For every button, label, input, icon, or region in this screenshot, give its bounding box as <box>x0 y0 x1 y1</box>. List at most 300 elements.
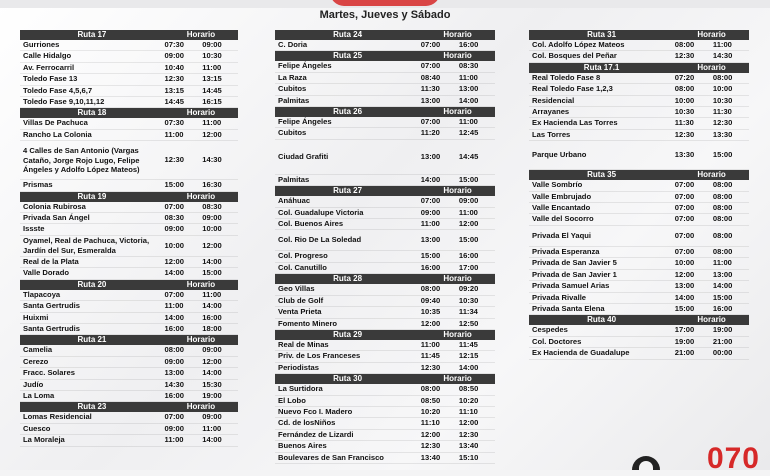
location-name: Venta Prieta <box>278 307 322 317</box>
end-time: 16:00 <box>458 40 479 49</box>
end-time: 10:30 <box>712 95 733 105</box>
end-time: 11:00 <box>202 118 222 128</box>
location-name: Real de Minas <box>278 339 329 349</box>
start-time: 10:35 <box>420 307 441 317</box>
schedule-row <box>529 40 749 51</box>
schedule-row <box>20 424 238 435</box>
horario-label: Horario <box>186 279 216 289</box>
start-time: 07:00 <box>674 180 695 190</box>
location-name: Col. Buenos Aires <box>278 219 344 229</box>
route-name: Ruta 29 <box>333 329 363 339</box>
start-time: 10:30 <box>674 107 695 117</box>
end-time: 12:00 <box>458 418 479 428</box>
horario-label: Horario <box>443 329 472 339</box>
end-time: 09:00 <box>202 412 222 422</box>
end-time: 09:00 <box>458 196 479 206</box>
start-time: 19:00 <box>674 336 695 346</box>
start-time: 07:00 <box>420 61 441 71</box>
end-time: 11:00 <box>202 62 222 72</box>
start-time: 07:30 <box>164 118 184 128</box>
horario-label: Horario <box>443 186 472 196</box>
start-time: 08:30 <box>164 213 184 223</box>
route-table <box>529 30 749 63</box>
end-time: 12:00 <box>202 240 222 250</box>
route-header <box>20 108 238 118</box>
start-time: 12:30 <box>420 362 441 372</box>
location-name: Valle Dorado <box>23 268 69 278</box>
schedule-row <box>20 86 238 97</box>
location-name: Anáhuac <box>278 196 311 206</box>
schedule-row <box>275 430 495 441</box>
end-time: 14:00 <box>202 435 222 445</box>
location-name: Fernández de Lizardi <box>278 429 354 439</box>
schedule-row <box>20 118 238 129</box>
schedule-row <box>529 293 749 304</box>
schedule-row <box>20 130 238 141</box>
start-time: 11:10 <box>420 418 440 428</box>
end-time: 08:00 <box>712 246 733 256</box>
route-table <box>529 63 749 170</box>
start-time: 11:30 <box>674 118 694 128</box>
start-time: 09:00 <box>164 224 184 234</box>
schedule-row <box>275 418 495 429</box>
route-name: Ruta 17 <box>77 30 107 39</box>
start-time: 12:30 <box>674 129 695 139</box>
location-name: La Moraleja <box>23 435 65 445</box>
location-name: Toledo Fase 4,5,6,7 <box>23 85 93 95</box>
start-time: 13:00 <box>420 235 441 245</box>
schedule-row <box>20 435 238 446</box>
start-time: 11:30 <box>420 84 440 94</box>
start-time: 07:00 <box>674 203 695 213</box>
end-time: 13:30 <box>712 129 733 139</box>
end-time: 11:34 <box>458 307 478 317</box>
horario-label: Horario <box>186 191 216 201</box>
start-time: 11:45 <box>420 351 440 361</box>
end-time: 14:30 <box>202 155 222 165</box>
location-name: Periodistas <box>278 362 319 372</box>
horario-label: Horario <box>186 402 216 412</box>
schedule-row <box>20 74 238 85</box>
schedule-row <box>275 251 495 262</box>
location-name: Ex Hacienda Las Torres <box>532 118 618 128</box>
schedule-column-2 <box>275 30 495 464</box>
start-time: 16:00 <box>420 262 441 272</box>
location-name: Privada Samuel Arias <box>532 281 610 291</box>
schedule-row <box>275 407 495 418</box>
schedule-row <box>529 141 749 170</box>
start-time: 07:00 <box>674 214 695 224</box>
location-name: Buenos Aires <box>278 441 327 451</box>
schedule-row <box>20 380 238 391</box>
schedule-row <box>275 296 495 307</box>
schedule-row <box>529 226 749 247</box>
location-name: Col. Bosques del Peñar <box>532 51 617 61</box>
start-time: 12:00 <box>674 269 695 279</box>
start-time: 08:00 <box>420 284 441 294</box>
start-time: 07:20 <box>674 72 695 82</box>
start-time: 09:40 <box>420 295 441 305</box>
schedule-row <box>529 281 749 292</box>
schedule-row <box>20 268 238 279</box>
horario-label: Horario <box>186 108 216 118</box>
start-time: 07:00 <box>164 201 184 211</box>
schedule-row <box>529 203 749 214</box>
schedule-row <box>529 348 749 359</box>
horario-label: Horario <box>697 62 726 72</box>
end-time: 14:00 <box>712 281 733 291</box>
logo-shape <box>330 0 440 6</box>
location-name: Club de Golf <box>278 295 324 305</box>
end-time: 21:00 <box>712 336 733 346</box>
schedule-row <box>529 337 749 348</box>
route-name: Ruta 18 <box>77 108 107 118</box>
location-name: Lomas Residencial <box>23 412 92 422</box>
start-time: 11:00 <box>164 129 184 139</box>
location-name: La Surtidora <box>278 384 323 394</box>
end-time: 15:00 <box>712 292 733 302</box>
route-name: Ruta 40 <box>587 315 617 325</box>
location-name: Privada Santa Elena <box>532 303 605 313</box>
schedule-row <box>275 84 495 95</box>
route-table <box>275 274 495 330</box>
location-name: Las Torres <box>532 129 571 139</box>
schedule-row <box>20 202 238 213</box>
route-header <box>20 402 238 412</box>
location-name: Geo Villas <box>278 284 315 294</box>
start-time: 07:00 <box>420 196 441 206</box>
end-time: 15:10 <box>458 452 479 462</box>
end-time: 19:00 <box>202 390 222 400</box>
location-name: Felipe Ángeles <box>278 117 332 127</box>
route-header <box>20 192 238 202</box>
end-time: 11:00 <box>458 117 478 127</box>
location-name: Col. Doctores <box>532 336 582 346</box>
end-time: 08:00 <box>712 72 733 82</box>
schedule-row <box>275 208 495 219</box>
location-name: Cubitos <box>278 128 307 138</box>
start-time: 10:00 <box>674 95 695 105</box>
location-name: Gurriones <box>23 40 60 49</box>
start-time: 11:00 <box>420 219 440 229</box>
schedule-row <box>20 357 238 368</box>
location-name: Priv. de Los Franceses <box>278 351 361 361</box>
horario-label: Horario <box>443 107 472 117</box>
end-time: 19:00 <box>712 325 733 335</box>
start-time: 09:00 <box>164 356 184 366</box>
start-time: 17:00 <box>674 325 695 335</box>
schedule-row <box>20 141 238 180</box>
location-name: Prismas <box>23 180 53 190</box>
schedule-row <box>275 175 495 186</box>
horario-label: Horario <box>697 315 726 325</box>
end-time: 09:20 <box>458 284 479 294</box>
route-header <box>529 170 749 180</box>
location-name: Privada Esperanza <box>532 246 600 256</box>
location-name: Cuesco <box>23 423 51 433</box>
schedule-row <box>275 363 495 374</box>
start-time: 15:00 <box>164 180 184 190</box>
end-time: 08:00 <box>712 203 733 213</box>
horario-label: Horario <box>186 30 216 39</box>
schedule-row <box>529 84 749 95</box>
schedule-row <box>275 96 495 107</box>
schedule-row <box>20 63 238 74</box>
end-time: 16:15 <box>202 97 222 107</box>
route-name: Ruta 21 <box>77 335 107 345</box>
end-time: 09:00 <box>202 213 222 223</box>
location-name: El Lobo <box>278 395 306 405</box>
start-time: 14:00 <box>164 268 184 278</box>
route-table <box>20 192 238 280</box>
location-name: Col. Guadalupe Victoria <box>278 207 364 217</box>
route-name: Ruta 27 <box>333 186 363 196</box>
end-time: 13:00 <box>712 269 733 279</box>
end-time: 12:30 <box>712 118 733 128</box>
schedule-row <box>20 257 238 268</box>
end-time: 11:45 <box>458 339 478 349</box>
end-time: 12:15 <box>458 351 479 361</box>
schedule-row <box>275 441 495 452</box>
route-table <box>529 315 749 359</box>
schedule-row <box>20 180 238 191</box>
location-name: Huixmi <box>23 312 49 322</box>
end-time: 11:00 <box>712 258 732 268</box>
end-time: 16:00 <box>712 303 733 313</box>
location-name: Privada de San Javier 1 <box>532 269 617 279</box>
schedule-row <box>20 236 238 257</box>
start-time: 11:00 <box>164 301 184 311</box>
route-table <box>20 402 238 446</box>
schedule-row <box>275 128 495 139</box>
start-time: 10:40 <box>164 62 184 72</box>
end-time: 14:00 <box>202 256 222 266</box>
location-name: Toledo Fase 9,10,11,12 <box>23 97 105 107</box>
location-name: Tlapacoya <box>23 289 61 299</box>
end-time: 15:30 <box>202 379 222 389</box>
route-name: Ruta 30 <box>333 374 363 384</box>
end-time: 14:45 <box>202 85 222 95</box>
location-name: Privada El Yaqui <box>532 230 591 240</box>
location-name: C. Doria <box>278 40 308 49</box>
start-time: 12:30 <box>164 74 184 84</box>
route-header <box>275 107 495 117</box>
schedule-row <box>275 453 495 464</box>
location-name: Santa Gertrudis <box>23 301 80 311</box>
end-time: 08:50 <box>458 384 479 394</box>
schedule-row <box>20 324 238 335</box>
start-time: 13:30 <box>674 150 695 160</box>
start-time: 09:00 <box>164 51 184 61</box>
start-time: 13:40 <box>420 452 441 462</box>
route-table <box>275 186 495 274</box>
schedule-row <box>275 263 495 274</box>
location-name: Col. Adolfo López Mateos <box>532 40 625 49</box>
end-time: 11:00 <box>202 423 222 433</box>
route-header <box>529 63 749 73</box>
start-time: 07:00 <box>674 246 695 256</box>
end-time: 14:00 <box>202 301 222 311</box>
start-time: 14:00 <box>674 292 695 302</box>
location-name: Residencial <box>532 95 575 105</box>
start-time: 08:00 <box>674 84 695 94</box>
end-time: 13:00 <box>458 84 479 94</box>
start-time: 09:00 <box>420 207 441 217</box>
schedule-row <box>20 290 238 301</box>
page-title: Martes, Jueves y Sábado <box>319 9 451 21</box>
route-name: Ruta 31 <box>587 30 617 39</box>
start-time: 14:00 <box>420 174 441 184</box>
start-time: 07:00 <box>420 117 441 127</box>
schedule-row <box>275 340 495 351</box>
location-name: Oyamel, Real de Pachuca, Victoria, Jardín del Sur, Esmeralda <box>23 236 150 255</box>
end-time: 11:00 <box>458 207 478 217</box>
end-time: 12:50 <box>458 318 479 328</box>
route-header <box>275 30 495 40</box>
start-time: 13:15 <box>164 85 184 95</box>
start-time: 13:00 <box>420 95 441 105</box>
start-time: 16:00 <box>164 323 184 333</box>
horario-label: Horario <box>443 51 472 61</box>
end-time: 15:00 <box>458 235 479 245</box>
end-time: 11:00 <box>202 289 222 299</box>
location-name: Judío <box>23 379 44 389</box>
schedule-row <box>529 247 749 258</box>
route-name: Ruta 23 <box>77 402 107 412</box>
start-time: 12:30 <box>674 51 695 61</box>
location-name: Col. Canutillo <box>278 262 327 272</box>
location-name: Real Toledo Fase 8 <box>532 72 601 82</box>
end-time: 13:40 <box>458 441 479 451</box>
location-name: Cd. de losNiños <box>278 418 336 428</box>
location-name: La Raza <box>278 72 307 82</box>
schedule-row <box>275 351 495 362</box>
end-time: 14:00 <box>202 368 222 378</box>
schedule-row <box>529 130 749 141</box>
schedule-row <box>529 214 749 225</box>
end-time: 00:00 <box>712 348 733 358</box>
location-name: Privada Rivalle <box>532 292 587 302</box>
location-name: Boulevares de San Francisco <box>278 452 384 462</box>
location-name: Real Toledo Fase 1,2,3 <box>532 84 613 94</box>
schedule-row <box>275 384 495 395</box>
schedule-row <box>20 345 238 356</box>
start-time: 11:20 <box>420 128 440 138</box>
end-time: 10:00 <box>712 84 733 94</box>
location-name: Toledo Fase 13 <box>23 74 78 84</box>
start-time: 21:00 <box>674 348 695 358</box>
route-header <box>20 30 238 40</box>
location-name: Valle Sombrío <box>532 180 583 190</box>
route-header <box>275 186 495 196</box>
end-time: 08:00 <box>712 180 733 190</box>
end-time: 13:15 <box>202 74 222 84</box>
schedule-row <box>20 51 238 62</box>
schedule-row <box>529 192 749 203</box>
end-time: 15:00 <box>202 268 222 278</box>
location-name: Fomento Minero <box>278 318 338 328</box>
schedule-row <box>20 301 238 312</box>
schedule-row <box>20 224 238 235</box>
schedule-row <box>529 304 749 315</box>
location-name: Valle Embrujado <box>532 191 592 201</box>
footer-phone: 070 <box>706 442 760 475</box>
schedule-column-1 <box>20 30 238 447</box>
location-name: Privada San Ángel <box>23 213 90 223</box>
route-table <box>275 374 495 464</box>
location-name: Valle del Socorro <box>532 214 594 224</box>
start-time: 15:00 <box>420 251 441 261</box>
start-time: 13:00 <box>674 281 695 291</box>
location-name: Av. Ferrocarril <box>23 62 75 72</box>
end-time: 11:30 <box>712 107 732 117</box>
start-time: 08:50 <box>420 395 441 405</box>
horario-label: Horario <box>697 170 726 180</box>
start-time: 08:40 <box>420 72 441 82</box>
schedule-column-3 <box>529 30 749 360</box>
location-name: Fracc. Solares <box>23 368 75 378</box>
start-time: 14:45 <box>164 97 184 107</box>
start-time: 08:00 <box>164 345 184 355</box>
location-name: Felipe Ángeles <box>278 61 332 71</box>
end-time: 14:30 <box>712 51 733 61</box>
route-table <box>275 330 495 374</box>
start-time: 09:00 <box>164 423 184 433</box>
route-header <box>275 274 495 284</box>
schedule-row <box>20 368 238 379</box>
start-time: 07:00 <box>164 412 184 422</box>
end-time: 08:00 <box>712 214 733 224</box>
end-time: 12:45 <box>458 128 479 138</box>
end-time: 11:00 <box>458 72 478 82</box>
route-name: Ruta 35 <box>587 170 617 180</box>
schedule-row <box>20 412 238 423</box>
schedule-row <box>275 40 495 51</box>
location-name: Issste <box>23 224 45 234</box>
route-name: Ruta 20 <box>77 279 107 289</box>
location-name: Col. Progreso <box>278 251 328 261</box>
end-time: 16:00 <box>202 312 222 322</box>
horario-label: Horario <box>186 335 216 345</box>
location-name: Ex Hacienda de Guadalupe <box>532 348 630 358</box>
start-time: 08:00 <box>674 40 695 49</box>
start-time: 13:00 <box>164 368 184 378</box>
location-name: Santa Gertrudis <box>23 323 80 333</box>
start-time: 07:00 <box>674 230 695 240</box>
location-name: Arrayanes <box>532 107 570 117</box>
end-time: 12:30 <box>458 429 479 439</box>
end-time: 08:30 <box>458 61 479 71</box>
end-time: 10:30 <box>202 51 222 61</box>
end-time: 16:30 <box>202 180 222 190</box>
location-name: Nuevo Fco I. Madero <box>278 406 353 416</box>
location-name: Colonia Rubirosa <box>23 201 86 211</box>
start-time: 11:00 <box>420 339 440 349</box>
route-name: Ruta 28 <box>333 274 363 284</box>
start-time: 13:00 <box>420 151 441 161</box>
schedule-row <box>529 96 749 107</box>
route-name: Ruta 17.1 <box>583 62 620 72</box>
schedule-row <box>275 140 495 175</box>
end-time: 11:00 <box>712 40 732 49</box>
schedule-row <box>275 61 495 72</box>
location-name: Col. Rio De La Soledad <box>278 235 362 245</box>
horario-label: Horario <box>443 374 472 384</box>
route-table <box>20 30 238 108</box>
schedule-row <box>529 180 749 191</box>
location-name: Palmitas <box>278 174 310 184</box>
schedule-row <box>275 319 495 330</box>
